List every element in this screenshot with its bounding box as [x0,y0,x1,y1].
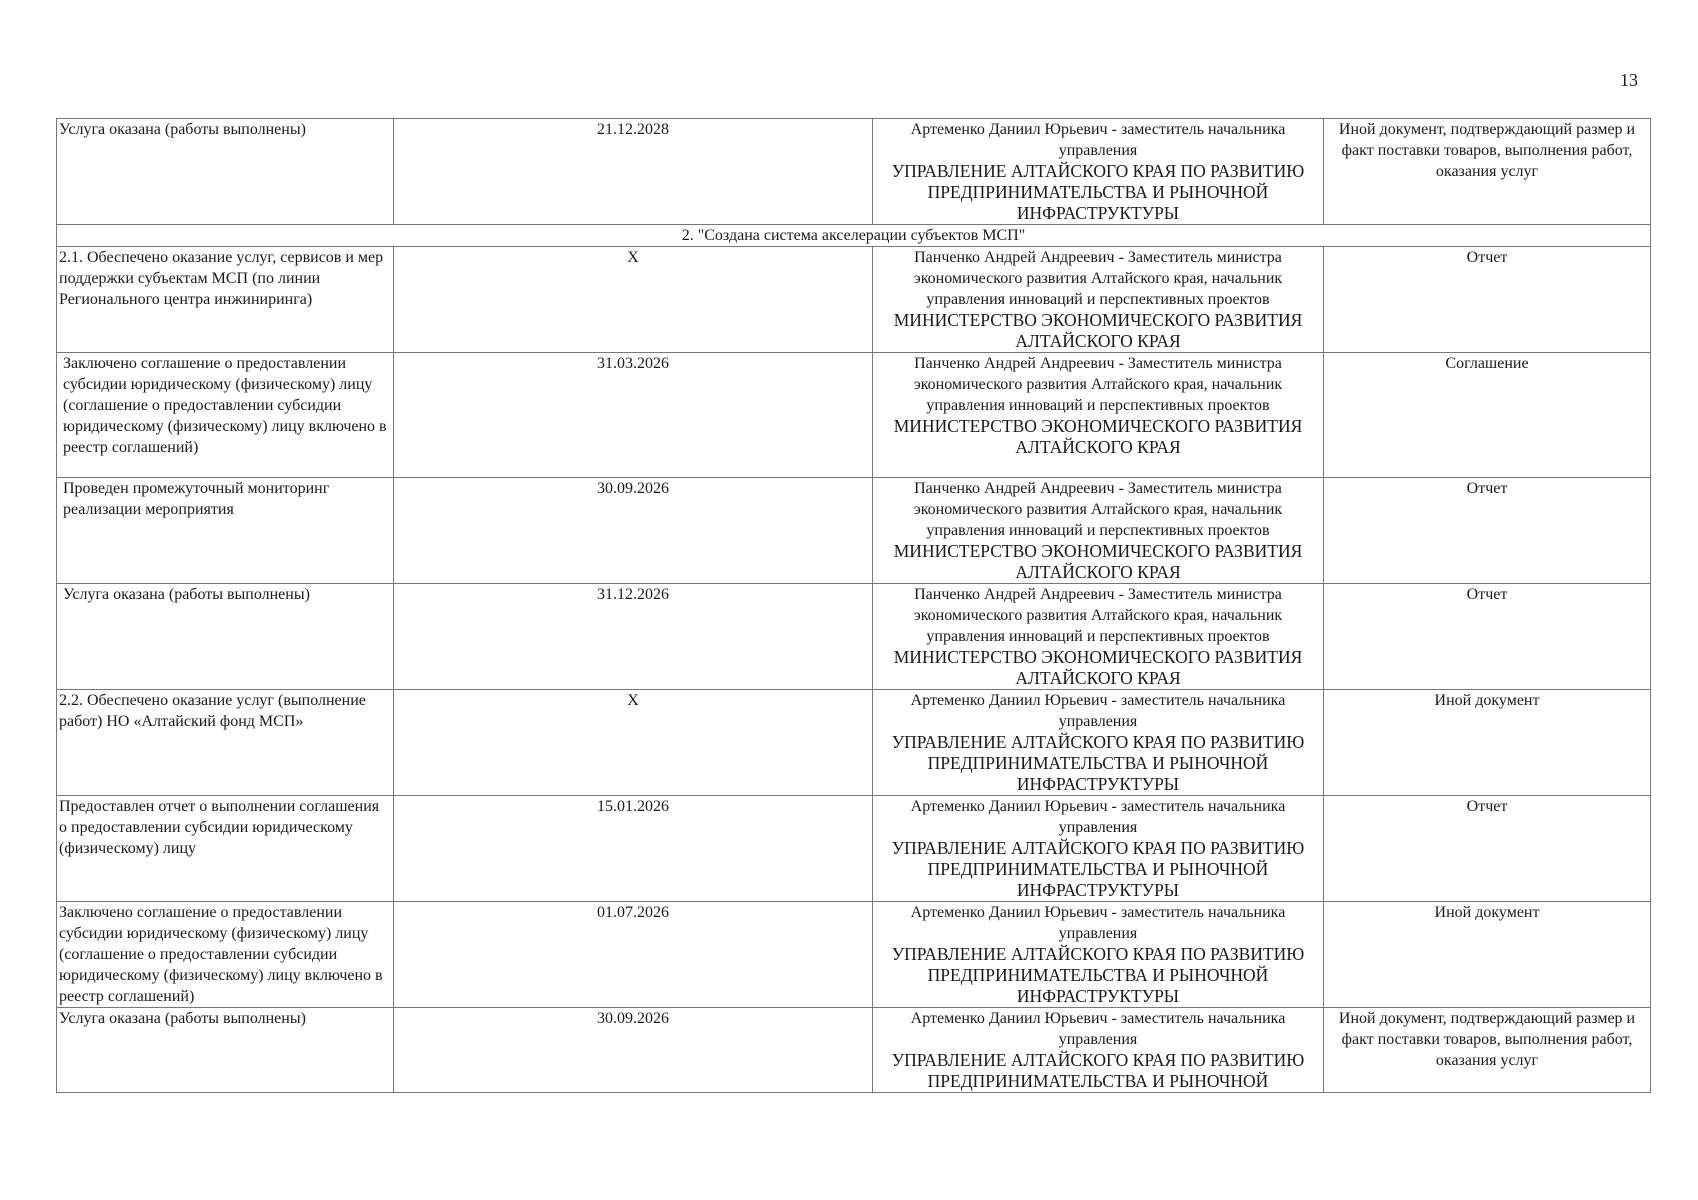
table-row [57,353,1651,478]
responsible-cell [873,478,1324,584]
event-name-cell: Услуга оказана (работы выполнены) [57,584,394,690]
responsible-organization: УПРАВЛЕНИЕ АЛТАЙСКОГО КРАЯ ПО РАЗВИТИЮ ПРЕДПРИНИМАТЕЛЬСТВА И РЫНОЧНОЙ ИНФРАСТРУКТУРЫ [891,838,1305,900]
event-name-cell: Услуга оказана (работы выполнены) [57,1008,394,1093]
deadline-cell: 01.07.2026 [394,902,873,1008]
document-type-cell: Иной документ [1324,902,1651,1008]
deadline-cell: 21.12.2028 [394,119,873,225]
responsible-person: Артеменко Даниил Юрьевич - заместитель начальника управления [910,1010,1286,1048]
deadline-cell: X [394,690,873,796]
event-name-cell: Предоставлен отчет о выполнении соглашения о предоставлении субсидии юридическому (физическому) лицу [57,796,394,902]
deadline-cell: 31.03.2026 [394,353,873,478]
responsible-person: Панченко Андрей Андреевич - Заместитель министра экономического развития Алтайского края, начальник управления инноваций и перспективных проектов [913,355,1283,414]
event-name-cell: 2.2. Обеспечено оказание услуг (выполнение работ) НО «Алтайский фонд МСП» [57,690,394,796]
deadline-cell: X [394,247,873,353]
section-header-row [57,225,1651,247]
table-row [57,1008,1651,1093]
responsible-cell [873,690,1324,796]
table-row [57,478,1651,584]
responsible-organization: МИНИСТЕРСТВО ЭКОНОМИЧЕСКОГО РАЗВИТИЯ АЛТАЙСКОГО КРАЯ [893,541,1303,582]
responsible-organization: МИНИСТЕРСТВО ЭКОНОМИЧЕСКОГО РАЗВИТИЯ АЛТАЙСКОГО КРАЯ [893,647,1303,688]
table-row [57,584,1651,690]
responsible-person: Панченко Андрей Андреевич - Заместитель министра экономического развития Алтайского края, начальник управления инноваций и перспективных проектов [913,586,1283,645]
responsible-cell [873,796,1324,902]
document-type-cell: Отчет [1324,584,1651,690]
responsible-person: Артеменко Даниил Юрьевич - заместитель начальника управления [910,904,1286,942]
responsible-person: Панченко Андрей Андреевич - Заместитель министра экономического развития Алтайского края, начальник управления инноваций и перспективных проектов [913,480,1283,539]
responsible-person: Артеменко Даниил Юрьевич - заместитель начальника управления [910,121,1286,159]
responsible-organization: УПРАВЛЕНИЕ АЛТАЙСКОГО КРАЯ ПО РАЗВИТИЮ ПРЕДПРИНИМАТЕЛЬСТВА И РЫНОЧНОЙ ИНФРАСТРУКТУРЫ [891,732,1305,794]
responsible-cell [873,902,1324,1008]
deadline-cell: 15.01.2026 [394,796,873,902]
document-type-cell: Иной документ [1324,690,1651,796]
responsible-cell [873,353,1324,478]
responsible-person: Артеменко Даниил Юрьевич - заместитель начальника управления [910,692,1286,730]
document-type-cell: Отчет [1324,796,1651,902]
table-row [57,902,1651,1008]
responsible-cell [873,119,1324,225]
document-type-cell: Соглашение [1324,353,1651,478]
responsible-person: Панченко Андрей Андреевич - Заместитель министра экономического развития Алтайского края, начальник управления инноваций и перспективных проектов [913,249,1283,308]
responsible-cell [873,247,1324,353]
responsible-organization: УПРАВЛЕНИЕ АЛТАЙСКОГО КРАЯ ПО РАЗВИТИЮ ПРЕДПРИНИМАТЕЛЬСТВА И РЫНОЧНОЙ [891,1050,1305,1091]
responsible-organization: УПРАВЛЕНИЕ АЛТАЙСКОГО КРАЯ ПО РАЗВИТИЮ ПРЕДПРИНИМАТЕЛЬСТВА И РЫНОЧНОЙ ИНФРАСТРУКТУРЫ [891,161,1305,223]
deadline-cell: 31.12.2026 [394,584,873,690]
event-name-cell: 2.1. Обеспечено оказание услуг, сервисов и мер поддержки субъектам МСП (по линии Регионального центра инжиниринга) [57,247,394,353]
deadline-cell: 30.09.2026 [394,478,873,584]
document-type-cell: Иной документ, подтверждающий размер и факт поставки товаров, выполнения работ, оказания услуг [1324,119,1651,225]
document-type-cell: Иной документ, подтверждающий размер и факт поставки товаров, выполнения работ, оказания услуг [1324,1008,1651,1093]
responsible-cell [873,1008,1324,1093]
table-row [57,796,1651,902]
section-title: 2. "Создана система акселерации субъектов МСП" [57,225,1651,247]
responsible-person: Артеменко Даниил Юрьевич - заместитель начальника управления [910,798,1286,836]
event-name-cell: Проведен промежуточный мониторинг реализации мероприятия [57,478,394,584]
deadline-cell: 30.09.2026 [394,1008,873,1093]
document-type-cell: Отчет [1324,478,1651,584]
responsible-organization: УПРАВЛЕНИЕ АЛТАЙСКОГО КРАЯ ПО РАЗВИТИЮ ПРЕДПРИНИМАТЕЛЬСТВА И РЫНОЧНОЙ ИНФРАСТРУКТУРЫ [891,944,1305,1006]
document-type-cell: Отчет [1324,247,1651,353]
page-number: 13 [1620,70,1638,90]
event-name-cell: Услуга оказана (работы выполнены) [57,119,394,225]
responsible-organization: МИНИСТЕРСТВО ЭКОНОМИЧЕСКОГО РАЗВИТИЯ АЛТАЙСКОГО КРАЯ [893,310,1303,351]
table-row [57,690,1651,796]
table-row [57,247,1651,353]
responsible-organization: МИНИСТЕРСТВО ЭКОНОМИЧЕСКОГО РАЗВИТИЯ АЛТАЙСКОГО КРАЯ [893,416,1303,457]
event-name-cell: Заключено соглашение о предоставлении субсидии юридическому (физическому) лицу (соглашение о предоставлении субсидии юридическому (физическому) лицу включено в реестр соглашений) [57,902,394,1008]
event-name-cell: Заключено соглашение о предоставлении субсидии юридическому (физическому) лицу (соглашение о предоставлении субсидии юридическому (физическому) лицу включено в реестр соглашений) [57,353,394,478]
responsible-cell [873,584,1324,690]
control-points-table [56,118,1651,1093]
table-row [57,119,1651,225]
